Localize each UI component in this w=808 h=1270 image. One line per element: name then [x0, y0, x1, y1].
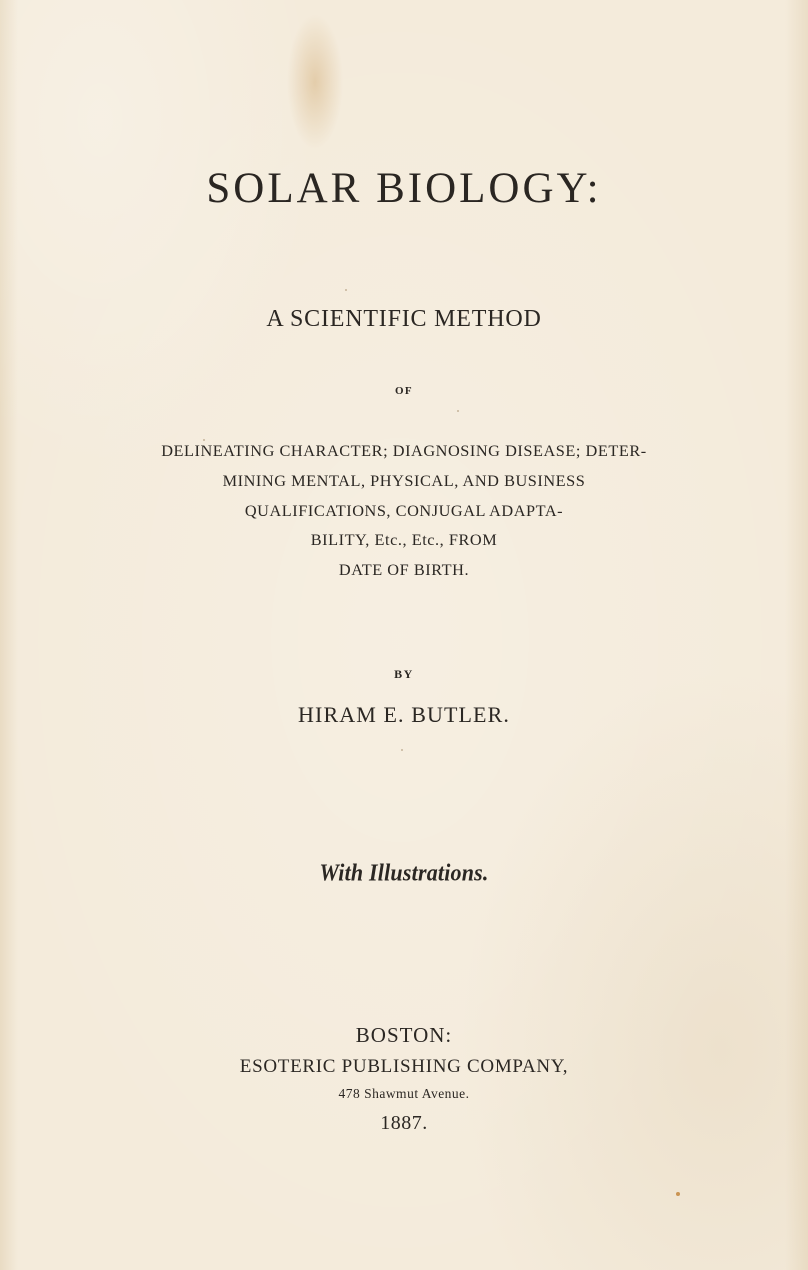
description-line-3: QUALIFICATIONS, CONJUGAL ADAPTA-	[244, 501, 564, 520]
description-line-5: DATE OF BIRTH.	[338, 560, 470, 579]
paper-speck	[203, 439, 205, 441]
publisher-name: ESOTERIC PUBLISHING COMPANY,	[239, 1056, 569, 1077]
description-line-1: DELINEATING CHARACTER; DIAGNOSING DISEASE; DETER-	[161, 441, 647, 460]
description-line-2: MINING MENTAL, PHYSICAL, AND BUSINESS	[222, 471, 586, 490]
author-name: HIRAM E. BUTLER.	[298, 702, 510, 727]
publication-place: BOSTON:	[355, 1023, 453, 1047]
publisher-address: 478 Shawmut Avenue.	[338, 1086, 470, 1101]
description-line-4: BILITY, Etc., Etc., FROM	[310, 530, 498, 549]
paper-speck	[345, 289, 347, 291]
by-label: BY	[394, 667, 414, 681]
of-connector: OF	[394, 385, 414, 397]
paper-speck	[401, 749, 403, 751]
paper-speck	[676, 1192, 680, 1196]
illustrations-note: With Illustrations.	[319, 858, 489, 886]
book-title: SOLAR BIOLOGY:	[206, 165, 602, 212]
publication-year: 1887.	[380, 1112, 428, 1134]
book-subtitle: A SCIENTIFIC METHOD	[266, 306, 542, 332]
paper-speck	[457, 410, 459, 412]
